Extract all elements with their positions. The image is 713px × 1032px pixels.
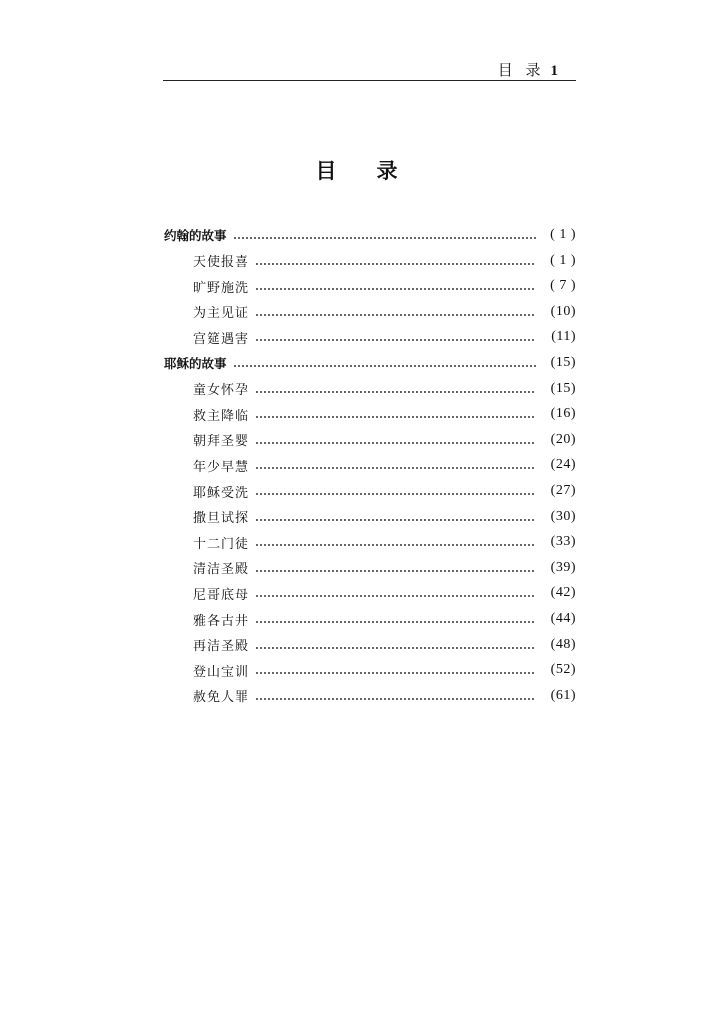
toc-entry-label: 为主见证 <box>193 306 250 322</box>
toc-entry[interactable] <box>193 300 576 324</box>
toc-entry-label: 约翰的故事 <box>164 228 227 243</box>
toc-entry-label: 朝拜圣婴 <box>193 434 250 450</box>
toc-entry-label: 宫筵遇害 <box>193 331 250 347</box>
toc-entry-page: (61) <box>550 687 576 703</box>
toc-entry[interactable] <box>164 223 576 247</box>
toc-entry[interactable] <box>193 684 576 708</box>
dot-leader <box>255 339 536 341</box>
toc-entry-page: (11) <box>551 329 576 345</box>
toc-entry[interactable] <box>193 402 576 426</box>
toc-entry-label: 旷野施洗 <box>193 280 250 296</box>
toc-entry[interactable] <box>193 428 576 452</box>
toc-entry[interactable] <box>193 479 576 503</box>
toc-entry[interactable] <box>193 249 576 273</box>
toc-entry-label: 赦免人罪 <box>193 690 250 706</box>
toc-entry-page: ( 1 ) <box>550 227 576 242</box>
dot-leader <box>255 672 536 674</box>
toc-entry-page: (42) <box>550 585 576 601</box>
dot-leader <box>255 519 536 521</box>
dot-leader <box>255 493 536 495</box>
dot-leader <box>255 595 536 597</box>
toc-entry-page: (27) <box>550 483 576 498</box>
toc-entry-page: (24) <box>550 457 576 473</box>
toc-entry-label: 雅各古井 <box>193 613 250 629</box>
toc-entry-label: 耶稣受洗 <box>193 485 250 501</box>
toc-entry-label: 天使报喜 <box>193 255 250 271</box>
toc-entry-page: (44) <box>550 611 576 626</box>
toc-entry[interactable] <box>193 274 576 298</box>
toc-entry-label: 年少早慧 <box>193 459 250 475</box>
dot-leader <box>255 314 536 316</box>
toc-entry-label: 登山宝训 <box>193 664 250 680</box>
toc-entry-label: 救主降临 <box>193 408 250 424</box>
toc-entry-label: 耶稣的故事 <box>164 356 227 371</box>
toc-entry[interactable] <box>193 581 576 605</box>
dot-leader <box>255 416 536 418</box>
dot-leader <box>255 647 536 649</box>
dot-leader <box>233 365 536 367</box>
toc-entry[interactable] <box>193 453 576 477</box>
toc-entry[interactable] <box>193 325 576 349</box>
page-title: 目录 <box>315 159 438 183</box>
dot-leader <box>255 288 536 290</box>
toc-entry[interactable] <box>193 556 576 580</box>
toc-entry[interactable] <box>193 505 576 529</box>
dot-leader <box>255 467 536 469</box>
toc-entry-label: 再洁圣殿 <box>193 639 250 655</box>
dot-leader <box>255 391 536 393</box>
toc-entry-page: (20) <box>550 431 576 447</box>
toc-entry[interactable] <box>193 633 576 657</box>
toc-entry-page: (39) <box>550 559 576 575</box>
running-header-page-number: 1 <box>550 63 558 79</box>
running-header-text <box>498 59 558 80</box>
running-header-title: 目 录 <box>497 61 545 79</box>
toc-entry-label: 童女怀孕 <box>193 383 250 399</box>
toc-entry-page: (48) <box>550 636 576 652</box>
toc-entry-label: 清洁圣殿 <box>193 562 250 578</box>
running-header <box>0 55 713 85</box>
toc-entry[interactable] <box>193 607 576 631</box>
toc-entry-page: (15) <box>550 355 576 370</box>
toc-entry[interactable] <box>193 530 576 554</box>
dot-leader <box>255 544 536 546</box>
toc-entry-label: 撒旦试探 <box>193 511 250 527</box>
dot-leader <box>255 621 536 623</box>
toc-entry-page: (16) <box>550 406 576 422</box>
toc-entry[interactable] <box>164 351 576 375</box>
header-rule <box>163 80 576 81</box>
toc-entry[interactable] <box>193 658 576 682</box>
toc-entry-page: (52) <box>550 662 576 678</box>
toc-entry-label: 十二门徒 <box>193 536 250 552</box>
dot-leader <box>255 698 536 700</box>
toc-entry-page: ( 7 ) <box>550 278 576 294</box>
toc-entry-page: (30) <box>550 508 576 524</box>
dot-leader <box>255 263 536 265</box>
dot-leader <box>233 237 536 239</box>
toc-entry-label: 尼哥底母 <box>193 587 250 603</box>
dot-leader <box>255 570 536 572</box>
toc-entry-page: (33) <box>550 534 576 550</box>
dot-leader <box>255 442 536 444</box>
toc-entry-page: (15) <box>550 380 576 396</box>
toc-entry-page: (10) <box>550 303 576 319</box>
toc-entry[interactable] <box>193 377 576 401</box>
toc-entry-page: ( 1 ) <box>550 252 576 268</box>
